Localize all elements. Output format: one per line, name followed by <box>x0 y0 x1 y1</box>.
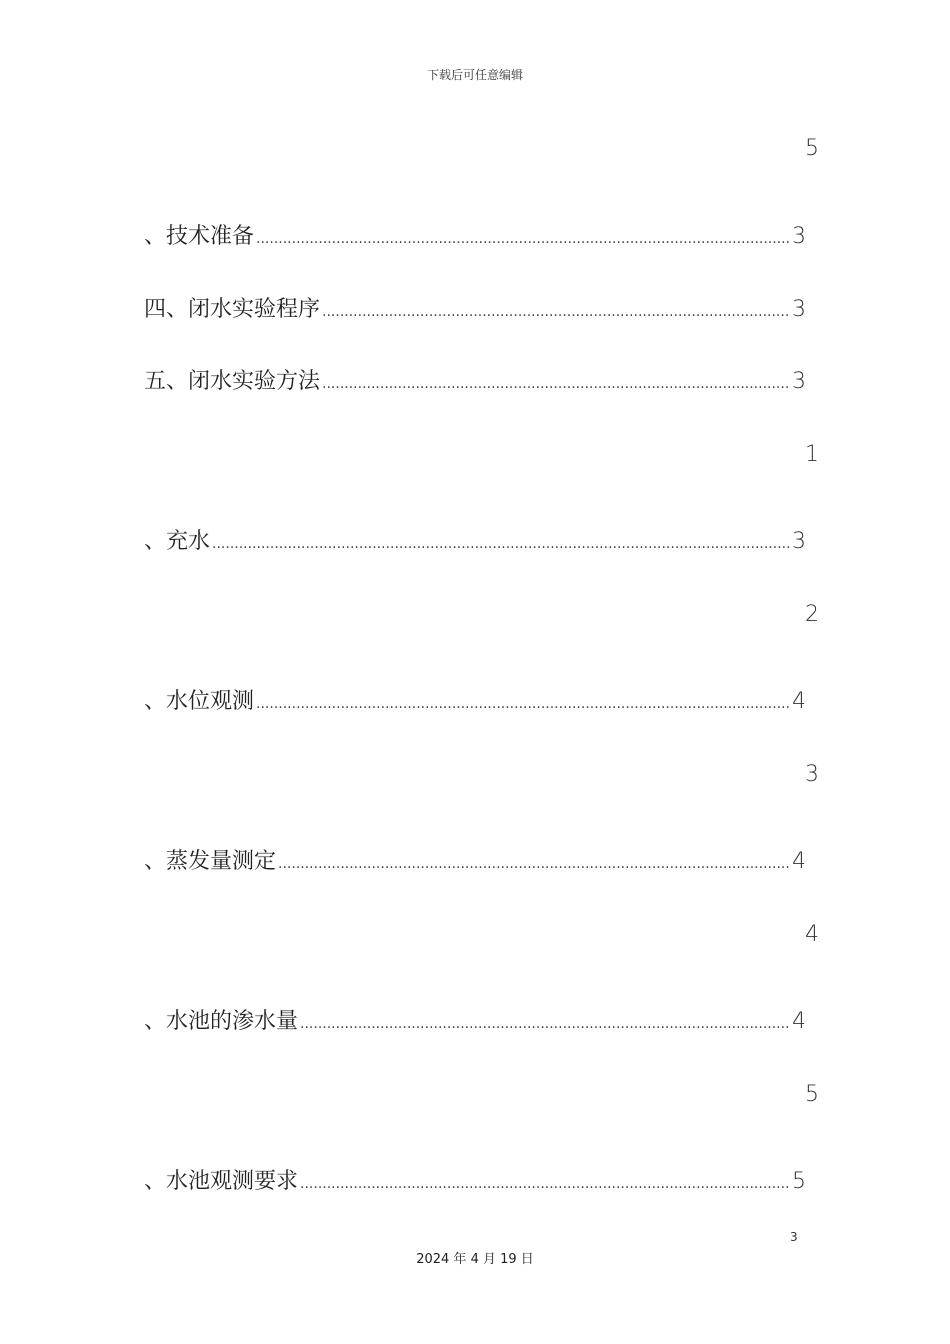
toc-entry-page: 4 <box>792 689 806 714</box>
toc-entry-title: 、水池观测要求 <box>144 1169 299 1194</box>
toc-entry-page: 3 <box>792 224 806 249</box>
toc-leader-dots <box>322 305 790 319</box>
toc-entry[interactable] <box>144 851 806 873</box>
page-number: 3 <box>790 1230 798 1244</box>
toc-leader-dots <box>300 1177 790 1191</box>
toc-entry[interactable] <box>144 371 806 393</box>
toc-leader-dots <box>278 857 790 871</box>
section-number: 5 <box>805 1082 819 1107</box>
footer-date: 2024 年 4 月 19 日 <box>416 1252 534 1267</box>
toc-entry[interactable] <box>144 691 806 713</box>
section-number: 5 <box>805 136 819 161</box>
toc-entry-title: 、蒸发量测定 <box>144 849 277 874</box>
toc-leader-dots <box>256 232 790 246</box>
section-number: 1 <box>805 442 819 467</box>
section-number: 2 <box>805 602 819 627</box>
toc-entry-title: 四、闭水实验程序 <box>144 297 321 322</box>
toc-entry[interactable] <box>144 299 806 321</box>
toc-leader-dots <box>300 1017 790 1031</box>
toc-entry[interactable] <box>144 531 806 553</box>
toc-entry-page: 3 <box>792 297 806 322</box>
toc-entry[interactable] <box>144 226 806 248</box>
toc-entry-title: 、充水 <box>144 529 211 554</box>
toc-entry-title: 、水位观测 <box>144 689 255 714</box>
toc-leader-dots <box>212 537 790 551</box>
toc-entry-title: 五、闭水实验方法 <box>144 369 321 394</box>
header-note: 下载后可任意编辑 <box>426 68 523 82</box>
toc-entry[interactable] <box>144 1171 806 1193</box>
toc-entry-page: 5 <box>792 1169 806 1194</box>
toc-leader-dots <box>322 377 790 391</box>
toc-entry-page: 3 <box>792 529 806 554</box>
toc-entry-page: 4 <box>792 849 806 874</box>
toc-entry-page: 4 <box>792 1009 806 1034</box>
toc-entry-page: 3 <box>792 369 806 394</box>
toc-entry[interactable] <box>144 1011 806 1033</box>
section-number: 3 <box>805 762 819 787</box>
toc-entry-title: 、技术准备 <box>144 224 255 249</box>
toc-entry-title: 、水池的渗水量 <box>144 1009 299 1034</box>
toc-leader-dots <box>256 697 790 711</box>
section-number: 4 <box>805 922 819 947</box>
